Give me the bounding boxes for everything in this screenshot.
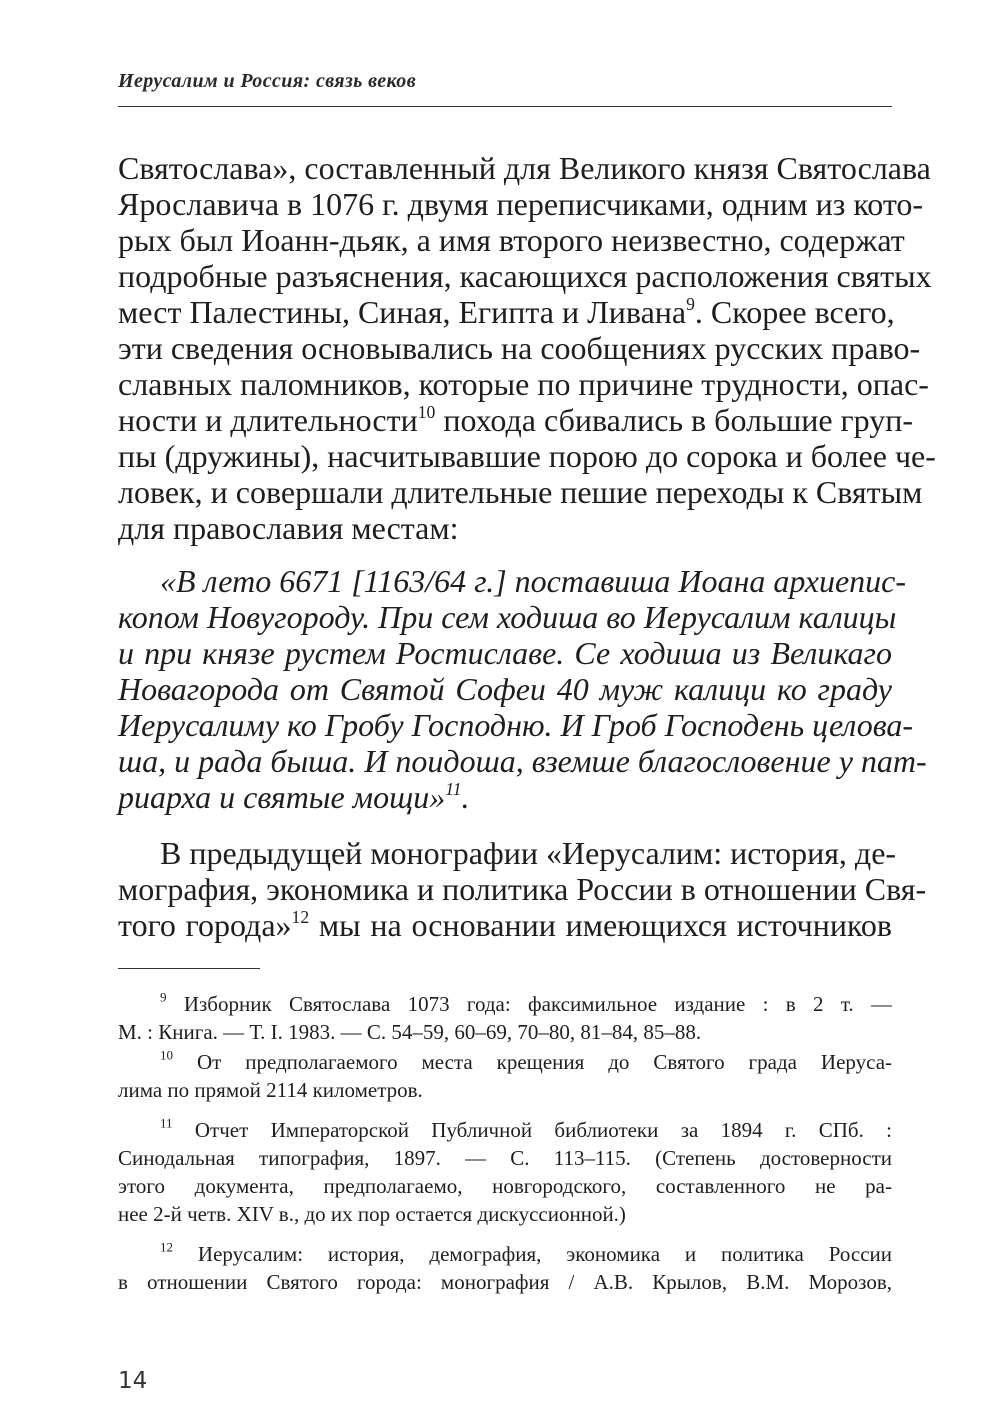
footnote-12 — [118, 1240, 892, 1296]
quote-line: ша, и рада быша. И поидоша, вземше благословение у пат- — [118, 743, 927, 779]
quote-line: копом Новугороду. При сем ходиша во Иерусалим калицы — [118, 599, 897, 635]
footnote-rule — [118, 968, 260, 969]
footnote-ref-12: 12 — [291, 906, 310, 927]
text-segment: того города» — [118, 907, 292, 943]
footnote-line — [118, 1116, 892, 1144]
footnote-ref-11: 11 — [445, 778, 462, 799]
footnote-9 — [118, 990, 892, 1046]
running-title: Иерусалим и Россия: связь веков — [118, 70, 417, 92]
text-line: пы (дружины), насчитывавшие порою до сорока и более че- — [118, 438, 936, 474]
header-rule — [118, 106, 892, 107]
footnote-number: 12 — [160, 1239, 174, 1255]
text-segment: Изборник Святослава 1073 года: факсимильное издание : в 2 т. — — [183, 992, 892, 1016]
text-segment: Отчет Императорской Публичной библиотеки за 1894 г. СПб. : — [194, 1118, 893, 1142]
text-line: подробные разъяснения, касающихся расположения святых — [118, 258, 932, 294]
text-segment: Скорее всего, — [710, 294, 895, 330]
text-segment: . — [461, 779, 470, 815]
text-line: рых был Иоанн-дьяк, а имя второго неизвестно, содержат — [118, 222, 905, 258]
text-line: мография, экономика и политика России в отношении Свя- — [118, 871, 927, 907]
quote-line: Новагорода от Святой Софеи 40 муж калици ко граду — [118, 671, 892, 707]
text-line — [118, 401, 914, 438]
text-line: В предыдущей монографии «Иерусалим: история, де- — [160, 835, 897, 871]
footnote-line: в отношении Святого города: монография / А.В. Крылов, В.М. Морозов, — [118, 1270, 892, 1294]
footnote-ref-10: 10 — [417, 401, 436, 422]
footnote-number: 11 — [160, 1115, 173, 1131]
text-line: для православия местам: — [118, 510, 459, 546]
footnote-line — [118, 990, 892, 1018]
text-segment: риарха и святые мощи» — [118, 779, 446, 815]
footnote-line: М. : Книга. — Т. I. 1983. — С. 54–59, 60–69, 70–80, 81–84, 85–88. — [118, 1020, 702, 1044]
footnote-line: этого документа, предполагаемо, новгородского, составленного не ра- — [118, 1174, 892, 1198]
footnote-line: лима по прямой 2114 километров. — [118, 1078, 423, 1102]
footnote-line: Синодальная типография, 1897. — С. 113–115. (Степень достоверности — [118, 1146, 892, 1170]
footnote-ref-9: 9 — [686, 293, 695, 314]
paragraph-2 — [118, 835, 927, 943]
text-line: славных паломников, которые по причине трудности, опас- — [118, 366, 929, 402]
quote-line: «В лето 6671 [1163/64 г.] поставиша Иоана архиепис- — [160, 563, 907, 599]
text-line: ловек, и совершали длительные пешие переходы к Святым — [118, 474, 923, 510]
text-segment: похода сбивались в большие груп- — [443, 402, 914, 438]
footnote-line — [118, 1240, 892, 1268]
text-line: эти сведения основывались на сообщениях русских право- — [118, 330, 921, 366]
text-line: Ярославича в 1076 г. двумя переписчиками, одним из кото- — [118, 186, 924, 222]
footnote-line — [118, 1048, 892, 1076]
footnote-10 — [118, 1048, 892, 1104]
footnote-line: нее 2-й четв. XIV в., до их пор остается дискуссионной.) — [118, 1202, 626, 1226]
footnote-number: 10 — [160, 1047, 174, 1063]
page-number: 14 — [118, 1368, 148, 1394]
text-segment: мы на основании имеющихся источников — [318, 907, 893, 943]
text-line: мест Палестины, Синая, Египта и Ливана$^9$. Скорее всего, — [118, 293, 895, 330]
quotation — [118, 563, 927, 815]
text-segment: ности и длительности — [118, 402, 418, 438]
text-segment: мест Палестины, Синая, Египта и Ливана — [118, 294, 687, 330]
quote-line: и при князе рустем Ростиславе. Се ходиша из Великаго — [118, 635, 892, 671]
text-line: Святослава», составленный для Великого князя Святослава — [118, 150, 931, 186]
footnote-11 — [118, 1116, 892, 1228]
text-segment: Иерусалим: история, демография, экономика и политика России — [197, 1242, 893, 1266]
quote-line: Иерусалиму ко Гробу Господню. И Гроб Господень целова- — [118, 707, 914, 743]
text-line — [118, 907, 892, 943]
footnote-number: 9 — [160, 989, 167, 1005]
text-segment: От предполагаемого места крещения до Святого града Иеруса- — [196, 1050, 893, 1074]
paragraph-1 — [118, 150, 936, 546]
quote-line — [118, 779, 892, 815]
